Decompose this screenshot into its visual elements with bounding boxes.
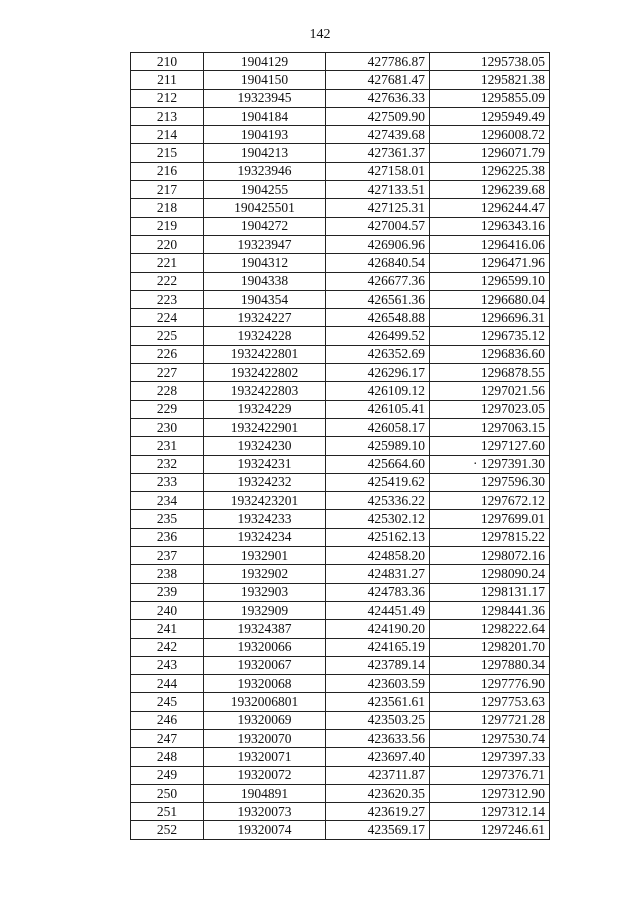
point-id-cell: 1932909 <box>204 601 326 619</box>
row-index-cell: 234 <box>131 492 204 510</box>
table-row <box>131 162 550 180</box>
table-row <box>131 437 550 455</box>
table-row <box>131 53 550 71</box>
x-coordinate-cell: 426840.54 <box>326 254 430 272</box>
table-row <box>131 729 550 747</box>
point-id-cell: 19320071 <box>204 748 326 766</box>
table-row <box>131 107 550 125</box>
point-id-cell: 19320068 <box>204 675 326 693</box>
row-index-cell: 232 <box>131 455 204 473</box>
x-coordinate-cell: 423561.61 <box>326 693 430 711</box>
x-coordinate-cell: 426548.88 <box>326 309 430 327</box>
point-id-cell: 19324228 <box>204 327 326 345</box>
table-row <box>131 235 550 253</box>
point-id-cell: 19323945 <box>204 89 326 107</box>
table-row <box>131 473 550 491</box>
x-coordinate-cell: 427439.68 <box>326 126 430 144</box>
row-index-cell: 238 <box>131 565 204 583</box>
point-id-cell: 19320072 <box>204 766 326 784</box>
x-coordinate-cell: 424190.20 <box>326 620 430 638</box>
row-index-cell: 240 <box>131 601 204 619</box>
x-coordinate-cell: 425419.62 <box>326 473 430 491</box>
x-coordinate-cell: 423711.87 <box>326 766 430 784</box>
x-coordinate-cell: 424831.27 <box>326 565 430 583</box>
y-coordinate-cell: 1298131.17 <box>430 583 550 601</box>
x-coordinate-cell: 424858.20 <box>326 547 430 565</box>
y-coordinate-cell: 1297127.60 <box>430 437 550 455</box>
y-coordinate-cell: 1296836.60 <box>430 345 550 363</box>
y-coordinate-cell: 1296735.12 <box>430 327 550 345</box>
x-coordinate-cell: 425664.60 <box>326 455 430 473</box>
point-id-cell: 1932006801 <box>204 693 326 711</box>
point-id-cell: 19324230 <box>204 437 326 455</box>
point-id-cell: 1904129 <box>204 53 326 71</box>
point-id-cell: 1904150 <box>204 71 326 89</box>
y-coordinate-cell: 1297376.71 <box>430 766 550 784</box>
y-coordinate-cell: 1297530.74 <box>430 729 550 747</box>
table-row <box>131 418 550 436</box>
table-row <box>131 565 550 583</box>
x-coordinate-cell: 426109.12 <box>326 382 430 400</box>
table-row <box>131 126 550 144</box>
x-coordinate-cell: 424165.19 <box>326 638 430 656</box>
point-id-cell: 1904312 <box>204 254 326 272</box>
point-id-cell: 1904354 <box>204 290 326 308</box>
row-index-cell: 219 <box>131 217 204 235</box>
y-coordinate-cell: 1298072.16 <box>430 547 550 565</box>
point-id-cell: 1904338 <box>204 272 326 290</box>
y-coordinate-cell: 1296878.55 <box>430 364 550 382</box>
table-row <box>131 803 550 821</box>
table-row <box>131 583 550 601</box>
row-index-cell: 251 <box>131 803 204 821</box>
y-coordinate-cell: 1296225.38 <box>430 162 550 180</box>
point-id-cell: 1904255 <box>204 181 326 199</box>
table-row <box>131 455 550 473</box>
point-id-cell: 1904193 <box>204 126 326 144</box>
y-coordinate-cell: · 1297391.30 <box>430 455 550 473</box>
table-row <box>131 89 550 107</box>
point-id-cell: 19324232 <box>204 473 326 491</box>
x-coordinate-cell: 427636.33 <box>326 89 430 107</box>
row-index-cell: 252 <box>131 821 204 839</box>
table-row <box>131 656 550 674</box>
row-index-cell: 212 <box>131 89 204 107</box>
y-coordinate-cell: 1297596.30 <box>430 473 550 491</box>
x-coordinate-cell: 423633.56 <box>326 729 430 747</box>
point-id-cell: 19320066 <box>204 638 326 656</box>
row-index-cell: 214 <box>131 126 204 144</box>
y-coordinate-cell: 1298090.24 <box>430 565 550 583</box>
x-coordinate-cell: 426561.36 <box>326 290 430 308</box>
y-coordinate-cell: 1296416.06 <box>430 235 550 253</box>
row-index-cell: 237 <box>131 547 204 565</box>
x-coordinate-cell: 423697.40 <box>326 748 430 766</box>
y-coordinate-cell: 1297672.12 <box>430 492 550 510</box>
x-coordinate-cell: 423603.59 <box>326 675 430 693</box>
x-coordinate-cell: 423619.27 <box>326 803 430 821</box>
table-row <box>131 400 550 418</box>
table-row <box>131 711 550 729</box>
y-coordinate-cell: 1296008.72 <box>430 126 550 144</box>
point-id-cell: 19320073 <box>204 803 326 821</box>
row-index-cell: 218 <box>131 199 204 217</box>
x-coordinate-cell: 423569.17 <box>326 821 430 839</box>
row-index-cell: 233 <box>131 473 204 491</box>
point-id-cell: 1932422801 <box>204 345 326 363</box>
row-index-cell: 248 <box>131 748 204 766</box>
x-coordinate-cell: 424783.36 <box>326 583 430 601</box>
y-coordinate-cell: 1297776.90 <box>430 675 550 693</box>
table-row <box>131 364 550 382</box>
x-coordinate-cell: 425336.22 <box>326 492 430 510</box>
row-index-cell: 242 <box>131 638 204 656</box>
point-id-cell: 19324231 <box>204 455 326 473</box>
row-index-cell: 228 <box>131 382 204 400</box>
table-row <box>131 620 550 638</box>
y-coordinate-cell: 1297021.56 <box>430 382 550 400</box>
x-coordinate-cell: 426296.17 <box>326 364 430 382</box>
table-row <box>131 528 550 546</box>
y-coordinate-cell: 1297063.15 <box>430 418 550 436</box>
y-coordinate-cell: 1296471.96 <box>430 254 550 272</box>
table-row <box>131 181 550 199</box>
y-coordinate-cell: 1296239.68 <box>430 181 550 199</box>
point-id-cell: 19320074 <box>204 821 326 839</box>
point-id-cell: 1932423201 <box>204 492 326 510</box>
point-id-cell: 19320070 <box>204 729 326 747</box>
x-coordinate-cell: 427125.31 <box>326 199 430 217</box>
x-coordinate-cell: 426677.36 <box>326 272 430 290</box>
table-row <box>131 71 550 89</box>
table-row <box>131 199 550 217</box>
x-coordinate-cell: 423789.14 <box>326 656 430 674</box>
y-coordinate-cell: 1297397.33 <box>430 748 550 766</box>
table-row <box>131 254 550 272</box>
x-coordinate-cell: 426906.96 <box>326 235 430 253</box>
row-index-cell: 239 <box>131 583 204 601</box>
row-index-cell: 245 <box>131 693 204 711</box>
y-coordinate-cell: 1296343.16 <box>430 217 550 235</box>
y-coordinate-cell: 1296244.47 <box>430 199 550 217</box>
y-coordinate-cell: 1297312.90 <box>430 784 550 802</box>
table-row <box>131 510 550 528</box>
y-coordinate-cell: 1298441.36 <box>430 601 550 619</box>
point-id-cell: 1932422901 <box>204 418 326 436</box>
table-row <box>131 144 550 162</box>
y-coordinate-cell: 1295949.49 <box>430 107 550 125</box>
point-id-cell: 1904213 <box>204 144 326 162</box>
page-number: 142 <box>309 27 331 42</box>
row-index-cell: 244 <box>131 675 204 693</box>
y-coordinate-cell: 1297312.14 <box>430 803 550 821</box>
row-index-cell: 223 <box>131 290 204 308</box>
x-coordinate-cell: 427361.37 <box>326 144 430 162</box>
point-id-cell: 19324233 <box>204 510 326 528</box>
x-coordinate-cell: 427158.01 <box>326 162 430 180</box>
x-coordinate-cell: 427133.51 <box>326 181 430 199</box>
table-row <box>131 748 550 766</box>
x-coordinate-cell: 426352.69 <box>326 345 430 363</box>
y-coordinate-cell: 1297246.61 <box>430 821 550 839</box>
table-row <box>131 821 550 839</box>
row-index-cell: 247 <box>131 729 204 747</box>
row-index-cell: 227 <box>131 364 204 382</box>
row-index-cell: 243 <box>131 656 204 674</box>
coordinates-table <box>130 52 550 840</box>
x-coordinate-cell: 427004.57 <box>326 217 430 235</box>
row-index-cell: 222 <box>131 272 204 290</box>
coordinates-table-body <box>131 53 550 840</box>
row-index-cell: 210 <box>131 53 204 71</box>
row-index-cell: 213 <box>131 107 204 125</box>
x-coordinate-cell: 423503.25 <box>326 711 430 729</box>
point-id-cell: 19324227 <box>204 309 326 327</box>
table-row <box>131 492 550 510</box>
row-index-cell: 221 <box>131 254 204 272</box>
row-index-cell: 217 <box>131 181 204 199</box>
point-id-cell: 1932902 <box>204 565 326 583</box>
y-coordinate-cell: 1298201.70 <box>430 638 550 656</box>
table-row <box>131 675 550 693</box>
point-id-cell: 190425501 <box>204 199 326 217</box>
table-row <box>131 784 550 802</box>
row-index-cell: 231 <box>131 437 204 455</box>
y-coordinate-cell: 1295821.38 <box>430 71 550 89</box>
x-coordinate-cell: 426105.41 <box>326 400 430 418</box>
x-coordinate-cell: 425162.13 <box>326 528 430 546</box>
x-coordinate-cell: 423620.35 <box>326 784 430 802</box>
point-id-cell: 1904891 <box>204 784 326 802</box>
row-index-cell: 226 <box>131 345 204 363</box>
row-index-cell: 216 <box>131 162 204 180</box>
table-row <box>131 547 550 565</box>
y-coordinate-cell: 1296680.04 <box>430 290 550 308</box>
x-coordinate-cell: 426499.52 <box>326 327 430 345</box>
y-coordinate-cell: 1295855.09 <box>430 89 550 107</box>
y-coordinate-cell: 1297815.22 <box>430 528 550 546</box>
table-row <box>131 345 550 363</box>
point-id-cell: 19324387 <box>204 620 326 638</box>
y-coordinate-cell: 1298222.64 <box>430 620 550 638</box>
table-row <box>131 766 550 784</box>
y-coordinate-cell: 1297699.01 <box>430 510 550 528</box>
point-id-cell: 1932901 <box>204 547 326 565</box>
row-index-cell: 220 <box>131 235 204 253</box>
table-row <box>131 638 550 656</box>
point-id-cell: 1932422803 <box>204 382 326 400</box>
table-row <box>131 217 550 235</box>
point-id-cell: 19320069 <box>204 711 326 729</box>
table-row <box>131 601 550 619</box>
point-id-cell: 19324234 <box>204 528 326 546</box>
table-row <box>131 290 550 308</box>
y-coordinate-cell: 1297880.34 <box>430 656 550 674</box>
table-row <box>131 272 550 290</box>
y-coordinate-cell: 1297023.05 <box>430 400 550 418</box>
table-row <box>131 382 550 400</box>
point-id-cell: 1904272 <box>204 217 326 235</box>
x-coordinate-cell: 427786.87 <box>326 53 430 71</box>
row-index-cell: 229 <box>131 400 204 418</box>
table-row <box>131 327 550 345</box>
y-coordinate-cell: 1295738.05 <box>430 53 550 71</box>
row-index-cell: 246 <box>131 711 204 729</box>
y-coordinate-cell: 1296696.31 <box>430 309 550 327</box>
row-index-cell: 236 <box>131 528 204 546</box>
point-id-cell: 1904184 <box>204 107 326 125</box>
x-coordinate-cell: 424451.49 <box>326 601 430 619</box>
x-coordinate-cell: 426058.17 <box>326 418 430 436</box>
row-index-cell: 224 <box>131 309 204 327</box>
point-id-cell: 19324229 <box>204 400 326 418</box>
row-index-cell: 230 <box>131 418 204 436</box>
x-coordinate-cell: 425989.10 <box>326 437 430 455</box>
point-id-cell: 1932903 <box>204 583 326 601</box>
x-coordinate-cell: 425302.12 <box>326 510 430 528</box>
y-coordinate-cell: 1296071.79 <box>430 144 550 162</box>
point-id-cell: 19323946 <box>204 162 326 180</box>
point-id-cell: 19323947 <box>204 235 326 253</box>
table-row <box>131 693 550 711</box>
row-index-cell: 241 <box>131 620 204 638</box>
table-row <box>131 309 550 327</box>
row-index-cell: 250 <box>131 784 204 802</box>
y-coordinate-cell: 1297721.28 <box>430 711 550 729</box>
y-coordinate-cell: 1297753.63 <box>430 693 550 711</box>
x-coordinate-cell: 427681.47 <box>326 71 430 89</box>
row-index-cell: 249 <box>131 766 204 784</box>
row-index-cell: 235 <box>131 510 204 528</box>
row-index-cell: 211 <box>131 71 204 89</box>
x-coordinate-cell: 427509.90 <box>326 107 430 125</box>
point-id-cell: 19320067 <box>204 656 326 674</box>
row-index-cell: 215 <box>131 144 204 162</box>
y-coordinate-cell: 1296599.10 <box>430 272 550 290</box>
row-index-cell: 225 <box>131 327 204 345</box>
point-id-cell: 1932422802 <box>204 364 326 382</box>
